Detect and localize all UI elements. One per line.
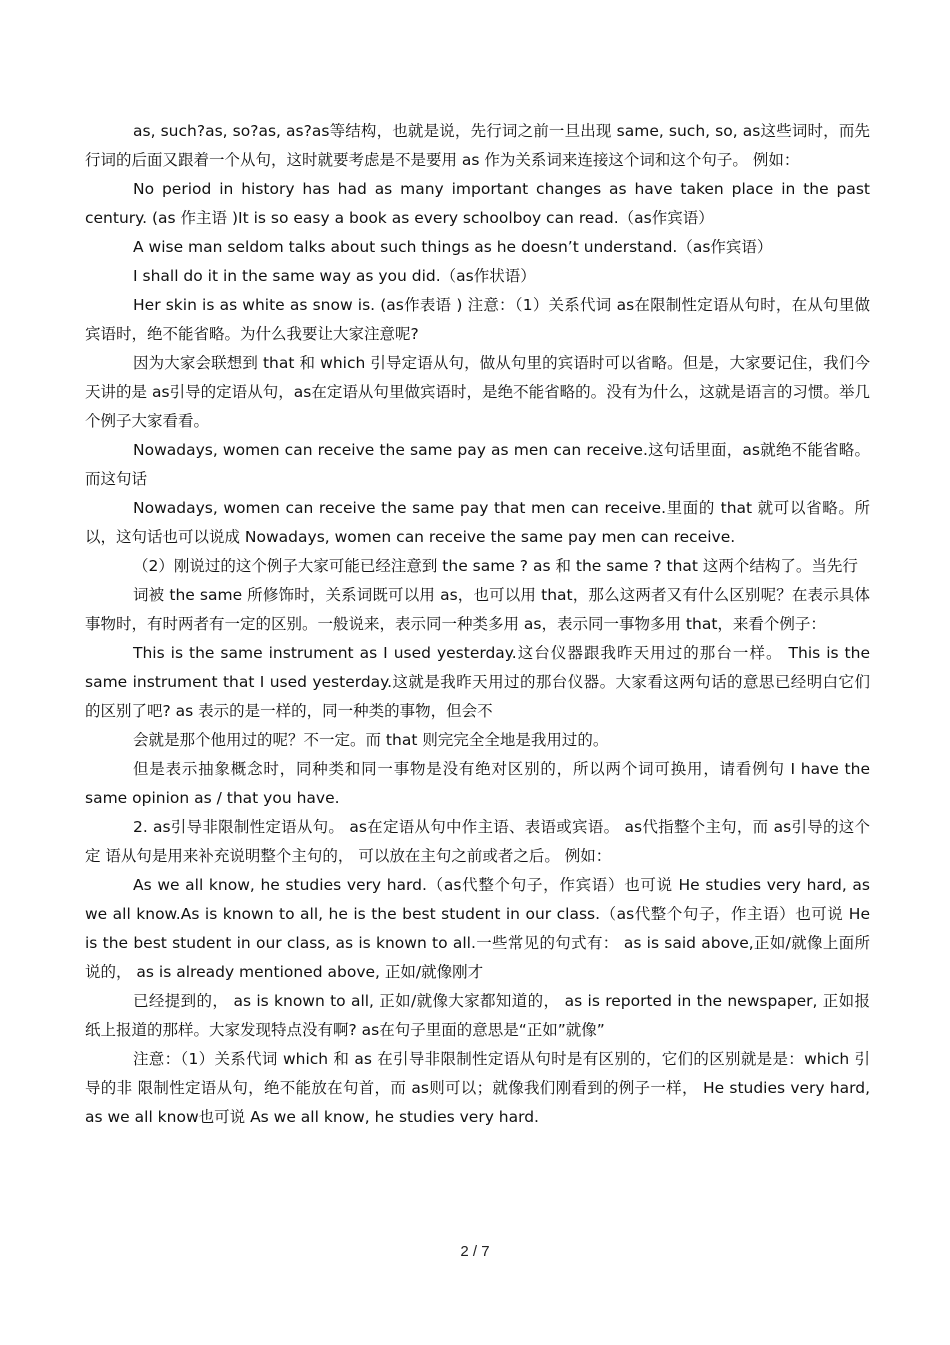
page-number: 2 / 7 <box>460 1243 490 1260</box>
body-text <box>85 117 875 1132</box>
paragraph: No period in history has had as many important changes as have taken place in the past century. (as 作主语 )It is so easy a book as every schoolboy can read.（as作宾语） <box>85 180 875 227</box>
paragraph: 会就是那个他用过的呢？不一定。而 that 则完完全全地是我用过的。 <box>133 731 609 749</box>
paragraph: 已经提到的， as is known to all, 正如/就像大家都知道的， as is reported in the newspaper, 正如报纸上报道的那样。大家发现特点没有啊? as在句子里面的意思是“正如”就像” <box>85 992 870 1039</box>
paragraph: Nowadays, women can receive the same pay as men can receive.这句话里面，as就绝不能省略。 而这句话 <box>85 441 875 488</box>
paragraph: A wise man seldom talks about such things as he doesn’t understand.（as作宾语） <box>133 238 773 256</box>
paragraph: 但是表示抽象概念时，同种类和同一事物是没有绝对区别的，所以两个词可换用，请看例句 I have the same opinion as / that you have. <box>85 760 875 807</box>
paragraph: as, such?as, so?as, as?as等结构，也就是说，先行词之前一旦出现 same, such, so, as这些词时，而先行词的后面又跟着一个从句，这时就要考虑是不是要用 as 作为关系词来连接这个词和这个句子。 例如： <box>85 122 870 169</box>
paragraph: （2）刚说过的这个例子大家可能已经注意到 the same ? as 和 the same ? that 这两个结构了。当先行 <box>133 557 858 575</box>
paragraph: As we all know, he studies very hard.（as代整个句子，作宾语）也可说 He studies very hard, as we all know.As is known to all, he is the best student in our class.（as代整个句子，作主语）也可说 He is the best student in our class, as is known to all.一些常见的句式有： as is said above,正如/就像上面所说的， as is already mentioned above, 正如/就像刚才 <box>85 876 875 981</box>
paragraph: 因为大家会联想到 that 和 which 引导定语从句，做从句里的宾语时可以省略。但是，大家要记住，我们今天讲的是 as引导的定语从句，as在定语从句里做宾语时，是绝不能省略的。没有为什么，这就是语言的习惯。举几个例子大家看看。 <box>85 354 870 430</box>
paragraph: Nowadays, women can receive the same pay that men can receive.里面的 that 就可以省略。所以，这句话也可以说成 Nowadays, women can receive the same pay men can receive. <box>85 499 870 546</box>
paragraph: 词被 the same 所修饰时，关系词既可以用 as，也可以用 that，那么这两者又有什么区别呢？在表示具体事物时，有时两者有一定的区别。一般说来，表示同一种类多用 as，表示同一事物多用 that，来看个例子： <box>85 586 870 633</box>
paragraph: This is the same instrument as I used yesterday.这台仪器跟我昨天用过的那台一样。 This is the same instrument that I used yesterday.这就是我昨天用过的那台仪器。大家看这两句话的意思已经明白它们的区别了吧? as 表示的是一样的，同一种类的事物，但会不 <box>85 644 875 720</box>
paragraph: Her skin is as white as snow is. (as作表语 ) 注意：（1）关系代词 as在限制性定语从句时，在从句里做宾语时，绝不能省略。为什么我要让大家注意呢? <box>85 296 870 343</box>
paragraph: 注意：（1）关系代词 which 和 as 在引导非限制性定语从句时是有区别的，它们的区别就是是：which 引导的非 限制性定语从句，绝不能放在句首，而 as则可以；就像我们刚看到的例子一样， He studies very hard, as we all know也可说 As we all know, he studies very hard. <box>85 1050 875 1126</box>
paragraph: 2. as引导非限制性定语从句。 as在定语从句中作主语、表语或宾语。 as代指整个主句，而 as引导的这个定 语从句是用来补充说明整个主句的， 可以放在主句之前或者之后。 例如： <box>85 818 870 865</box>
paragraph: I shall do it in the same way as you did.（as作状语） <box>133 267 536 285</box>
